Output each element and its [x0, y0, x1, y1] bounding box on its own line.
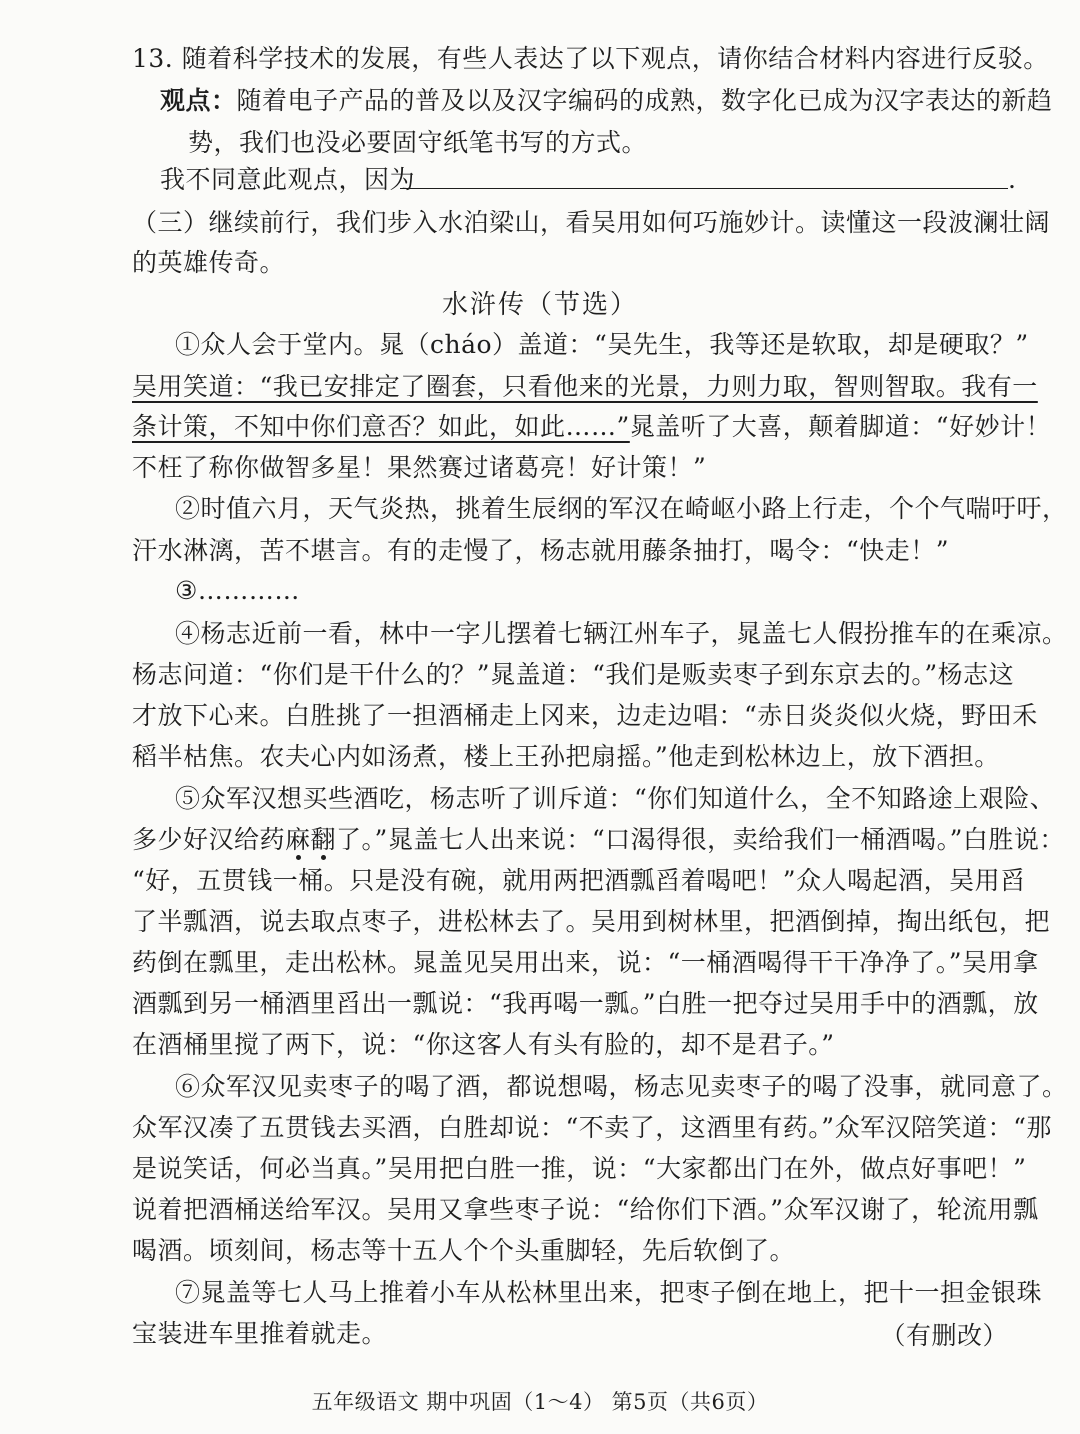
- viewpoint-line-2: 势，我们也没必要固守纸笔书写的方式。: [188, 128, 648, 157]
- p5-line-4: 了半瓢酒，说去取点枣子，进松林去了。吴用到树林里，把酒倒掉，掏出纸包，把: [132, 907, 1051, 936]
- emphasis-dot-char-1: 麻: [285, 825, 311, 854]
- answer-end-mark: .: [1008, 165, 1017, 194]
- p6-line-2: 众军汉凑了五贯钱去买酒，白胜却说：“不卖了，这酒里有药。”众军汉陪笑道：“那: [132, 1113, 1052, 1142]
- p5-line-3: “好，五贯钱一桶。只是没有碗，就用两把酒瓢舀着喝吧！”众人喝起酒，吴用舀: [132, 866, 1026, 895]
- p5-line-2: [132, 825, 1065, 855]
- p2-line-1: ②时值六月，天气炎热，挑着生辰纲的军汉在崎岖小路上行走，个个气喘吁吁，: [175, 494, 1068, 523]
- p5-line-2-a: 多少好汉给药: [132, 825, 286, 854]
- p1-line-2-underlined: 吴用笑道：“我已安排定了圈套，只看他来的光景，力则力取，智则智取。我有一: [132, 372, 1038, 401]
- p6-line-4: 说着把酒桶送给军汉。吴用又拿些枣子说：“给你们下酒。”众军汉谢了，轮流用瓢: [132, 1195, 1039, 1224]
- question-13: 13. 随着科学技术的发展，有些人表达了以下观点，请你结合材料内容进行反驳。: [132, 44, 1049, 73]
- p6-line-5: 喝酒。顷刻间，杨志等十五人个个头重脚轻，先后软倒了。: [132, 1236, 796, 1265]
- viewpoint-line-1: [160, 86, 1053, 116]
- answer-blank-line[interactable]: [400, 188, 1008, 189]
- p4-line-3: 才放下心来。白胜挑了一担酒桶走上冈来，边走边唱：“赤日炎炎似火烧，野田禾: [132, 701, 1038, 730]
- p1-line-1: ①众人会于堂内。晁（cháo）盖道：“吴先生，我等还是软取，却是硬取？”: [175, 330, 1029, 359]
- p1-line-3-rest: 晁盖听了大喜，颠着脚道：“好妙计！: [629, 412, 1052, 441]
- p1-line-4: 不枉了称你做智多星！果然赛过诸葛亮！好计策！”: [132, 453, 707, 482]
- viewpoint-text-1: 随着电子产品的普及以及汉字编码的成熟，数字化已成为汉字表达的新趋: [236, 86, 1053, 115]
- p5-line-7: 在酒桶里搅了两下，说：“你这客人有头有脸的，却不是君子。”: [132, 1030, 835, 1059]
- p6-line-1: ⑥众军汉见卖枣子的喝了酒，都说想喝，杨志见卖枣子的喝了没事，就同意了。: [175, 1072, 1068, 1101]
- p4-line-1: ④杨志近前一看，林中一字儿摆着七辆江州车子，晁盖七人假扮推车的在乘凉。: [175, 619, 1068, 648]
- p6-line-3: 是说笑话，何必当真。”吴用把白胜一推，说：“大家都出门在外，做点好事吧！”: [132, 1154, 1027, 1183]
- p7-line-1: ⑦晁盖等七人马上推着小车从松林里出来，把枣子倒在地上，把十一担金银珠: [175, 1278, 1043, 1307]
- answer-prompt: 我不同意此观点，因为: [160, 165, 416, 194]
- p1-line-3-underlined: 条计策，不知中你们意否？如此，如此……”: [132, 412, 630, 441]
- passage-title: 水浒传（节选）: [441, 290, 638, 320]
- p2-line-2: 汗水淋漓，苦不堪言。有的走慢了，杨志就用藤条抽打，喝令：“快走！”: [132, 536, 950, 565]
- p4-line-4: 稻半枯焦。农夫心内如汤煮，楼上王孙把扇摇。”他走到松林边上，放下酒担。: [132, 742, 1000, 771]
- emphasis-dot-char-2: 翻: [310, 825, 337, 854]
- p5-line-5: 药倒在瓢里，走出松林。晁盖见吴用出来，说：“一桶酒喝得干干净净了。”吴用拿: [132, 948, 1039, 977]
- p5-line-1: ⑤众军汉想买些酒吃，杨志听了训斥道：“你们知道什么，全不知路途上艰险、: [175, 784, 1056, 813]
- p3-ellipsis: ③…………: [175, 576, 300, 605]
- p7-line-2: 宝装进车里推着就走。: [132, 1319, 388, 1348]
- section-3-intro-1: （三）继续前行，我们步入水泊梁山，看吴用如何巧施妙计。读懂这一段波澜壮阔: [132, 208, 1051, 237]
- p1-line-3: [132, 412, 1052, 442]
- section-3-intro-2: 的英雄传奇。: [132, 248, 286, 277]
- p4-line-2: 杨志问道：“你们是干什么的？”晁盖道：“我们是贩卖枣子到东京去的。”杨志这: [132, 660, 1015, 689]
- p5-line-6: 酒瓢到另一桶酒里舀出一瓢说：“我再喝一瓢。”白胜一把夺过吴用手中的酒瓢，放: [132, 989, 1039, 1018]
- viewpoint-label: 观点：: [160, 86, 237, 115]
- page-footer: 五年级语文 期中巩固（1～4） 第5页（共6页）: [311, 1390, 769, 1414]
- p5-line-2-b: 了。”晁盖七人出来说：“口渴得很，卖给我们一桶酒喝。”白胜说：: [336, 825, 1065, 854]
- source-note: （有删改）: [880, 1321, 1008, 1350]
